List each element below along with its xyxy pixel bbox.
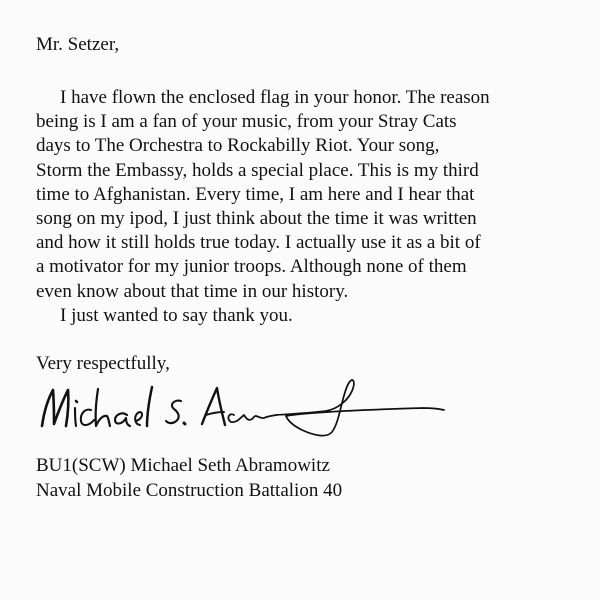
body-line: song on my ipod, I just think about the time it was written [36, 208, 477, 230]
body-line: even know about that time in our history. [36, 280, 349, 302]
salutation: Mr. Setzer, [36, 34, 120, 55]
body-line: I have flown the enclosed flag in your honor. The reason [60, 87, 490, 108]
signature-block [36, 453, 342, 503]
body-line: I just wanted to say thank you. [60, 304, 293, 326]
sender-unit-line: Naval Mobile Construction Battalion 40 [36, 480, 343, 501]
body-line: a motivator for my junior troops. Although none of them [36, 256, 467, 278]
sender-name-line: BU1(SCW) Michael Seth Abramowitz [36, 455, 330, 476]
body-line: and how it still holds true today. I actually use it as a bit of [36, 232, 481, 254]
letter-body [36, 86, 576, 328]
handwritten-signature [36, 372, 446, 438]
body-line: time to Afghanistan. Every time, I am here and I hear that [36, 183, 475, 205]
body-line: Storm the Embassy, holds a special place. This is my third [36, 159, 479, 181]
body-line: being is I am a fan of your music, from your Stray Cats [36, 111, 457, 133]
body-line: days to The Orchestra to Rockabilly Riot. Your song, [36, 135, 440, 157]
closing: Very respectfully, [36, 353, 170, 374]
